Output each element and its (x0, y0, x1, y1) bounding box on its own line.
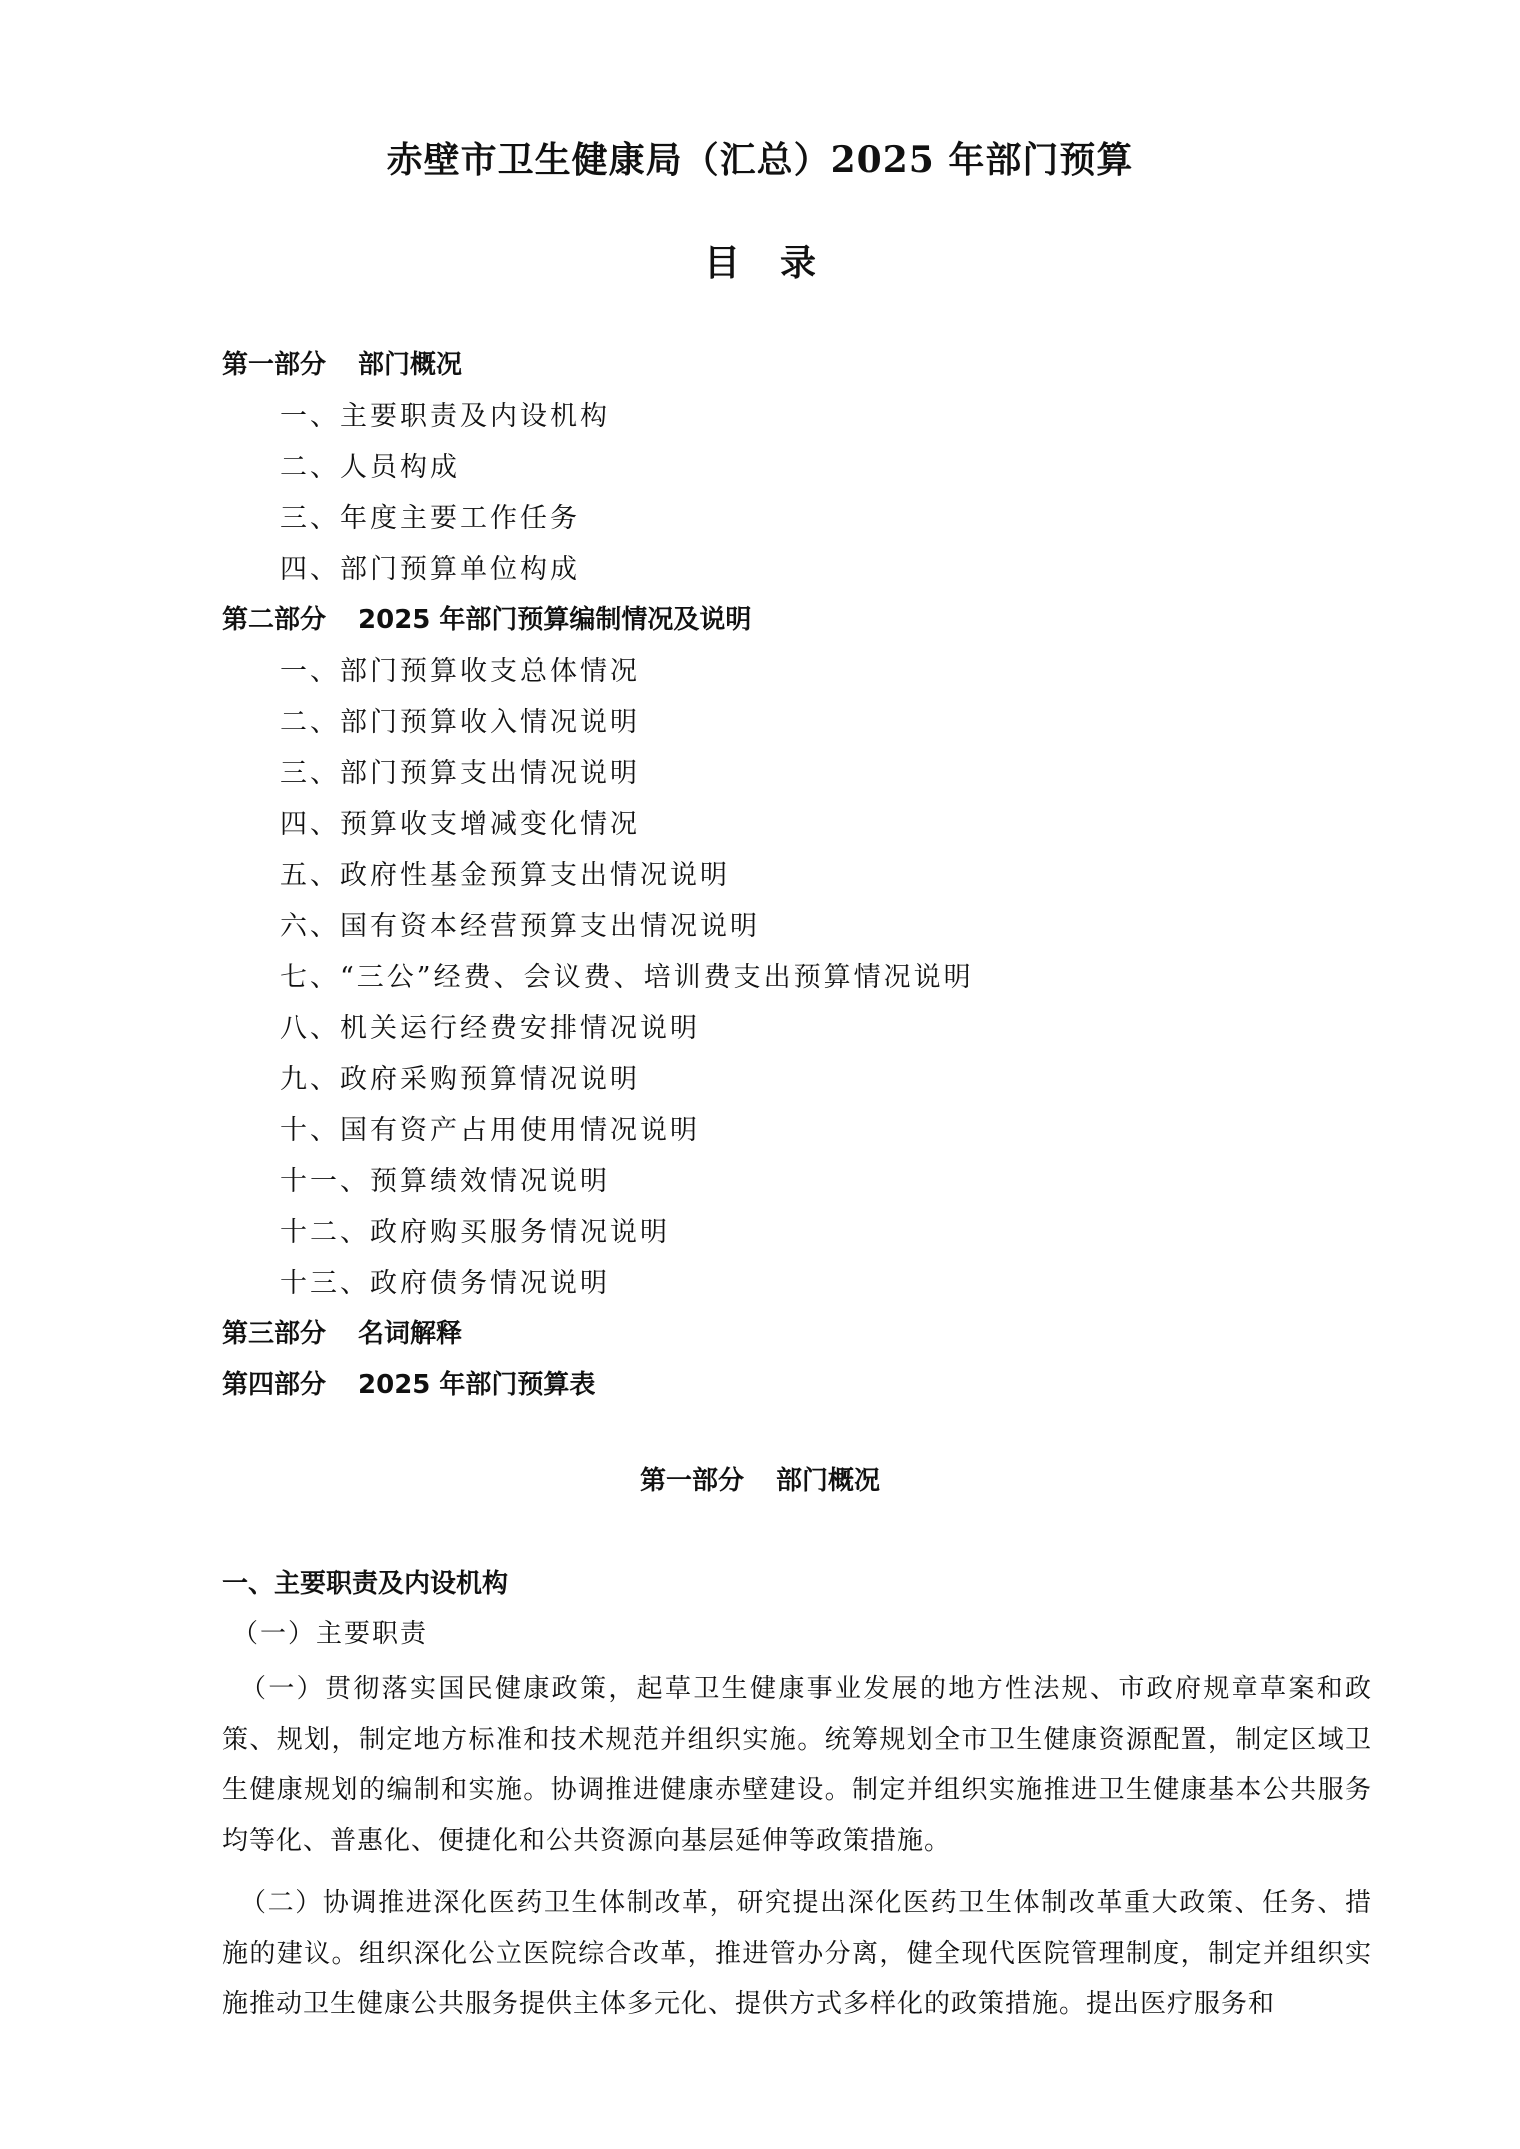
toc-item-entry[interactable]: 七、“三公”经费、会议费、培训费支出预算情况说明 (280, 962, 974, 993)
table-of-contents (222, 340, 1372, 1411)
toc-item-entry[interactable]: 九、政府采购预算情况说明 (280, 1064, 640, 1095)
toc-item-entry[interactable]: 一、部门预算收支总体情况 (280, 656, 640, 687)
toc-item-entry[interactable]: 三、部门预算支出情况说明 (280, 758, 640, 789)
toc-item-entry[interactable]: 一、主要职责及内设机构 (280, 401, 610, 432)
toc-item-entry[interactable]: 六、国有资本经营预算支出情况说明 (280, 911, 760, 942)
toc-item-entry[interactable]: 四、预算收支增减变化情况 (280, 809, 640, 840)
toc-part-number: 第一部分 (222, 350, 327, 380)
toc-part-label: 2025 年部门预算编制情况及说明 (358, 605, 752, 635)
toc-item-entry[interactable]: 四、部门预算单位构成 (280, 554, 580, 585)
toc-item-entry[interactable]: 十三、政府债务情况说明 (280, 1268, 610, 1299)
toc-part-label: 部门概况 (358, 350, 463, 380)
section-number: 第一部分 (639, 1466, 744, 1496)
toc-part-number: 第二部分 (222, 605, 327, 635)
toc-heading: 目录 (703, 242, 856, 284)
toc-part-number: 第三部分 (222, 1319, 327, 1349)
toc-part-entry[interactable] (222, 595, 1372, 646)
toc-item-entry[interactable]: 十、国有资产占用使用情况说明 (280, 1115, 700, 1146)
document-title: 赤壁市卫生健康局（汇总）2025 年部门预算 (386, 139, 1134, 181)
sub-label: （一）主要职责 (232, 1619, 429, 1649)
toc-item-entry[interactable]: 八、机关运行经费安排情况说明 (280, 1013, 700, 1044)
toc-part-label: 2025 年部门预算表 (358, 1370, 596, 1400)
toc-part-label: 名词解释 (358, 1319, 463, 1349)
toc-item-entry[interactable]: 二、部门预算收入情况说明 (280, 707, 640, 738)
section-title (0, 1460, 1520, 1497)
body-paragraph: （二）协调推进深化医药卫生体制改革，研究提出深化医药卫生体制改革重大政策、任务、措施的建议。组织深化公立医院综合改革，推进管办分离，健全现代医院管理制度，制定并组织实施推动卫生健康公共服务提供主体多元化、提供方式多样化的政策措施。提出医疗服务和 (222, 1888, 1372, 2019)
toc-item-entry[interactable]: 十一、预算绩效情况说明 (280, 1166, 610, 1197)
toc-item-entry[interactable]: 十二、政府购买服务情况说明 (280, 1217, 670, 1248)
toc-part-entry[interactable] (222, 340, 1372, 391)
subsection-title: 一、主要职责及内设机构 (222, 1569, 509, 1599)
body-paragraph: （一）贯彻落实国民健康政策，起草卫生健康事业发展的地方性法规、市政府规章草案和政策、规划，制定地方标准和技术规范并组织实施。统筹规划全市卫生健康资源配置，制定区域卫生健康规划的编制和实施。协调推进健康赤壁建设。制定并组织实施推进卫生健康基本公共服务均等化、普惠化、便捷化和公共资源向基层延伸等政策措施。 (222, 1674, 1372, 1856)
toc-part-entry[interactable] (222, 1360, 1372, 1411)
toc-part-entry[interactable] (222, 1309, 1372, 1360)
toc-item-entry[interactable]: 三、年度主要工作任务 (280, 503, 580, 534)
toc-item-entry[interactable]: 五、政府性基金预算支出情况说明 (280, 860, 730, 891)
toc-item-entry[interactable]: 二、人员构成 (280, 452, 460, 483)
section-label: 部门概况 (776, 1466, 881, 1496)
toc-part-number: 第四部分 (222, 1370, 327, 1400)
